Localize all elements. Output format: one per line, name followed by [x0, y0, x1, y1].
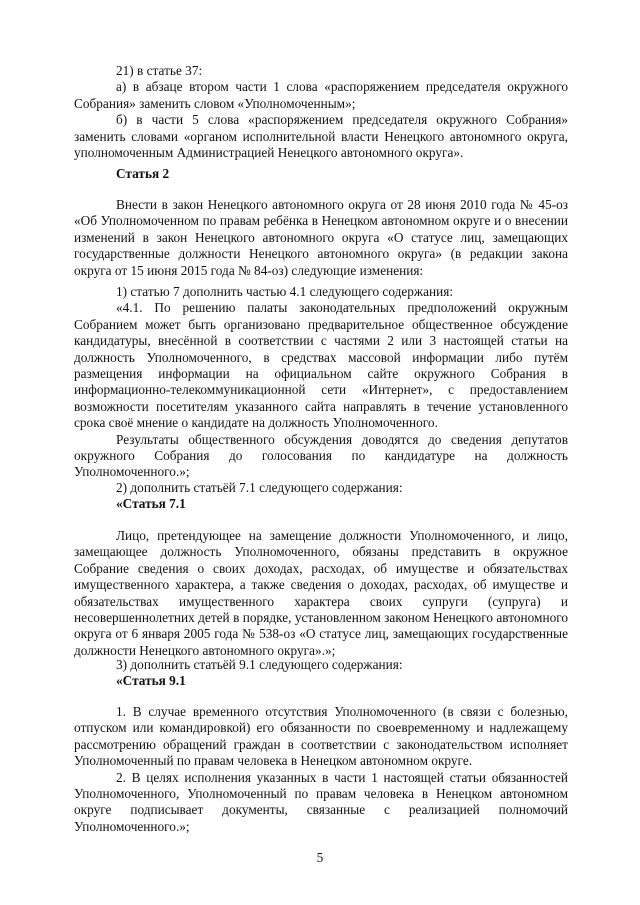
article-2-intro: Внести в закон Ненецкого автономного округа от 28 июня 2010 года № 45-оз «Об Уполномоченном по правам ребёнка в Ненецком автономном округе и о внесении изменений в закон Ненецкого автономного округа «О статусе лиц, замещающих государственные должности Ненецкого автономного округа» (в редакции закона округа от 15 июня 2015 года № 84-оз) следующие изменения:	[74, 197, 568, 278]
article-9-1-part-1: 1. В случае временного отсутствия Уполномоченного (в связи с болезнью, отпуском или командировкой) его обязанности по своевременному и надлежащему рассмотрению обращений граждан в соответствии с законодательством исполняет Уполномоченный по правам человека в Ненецком автономном округе.	[74, 704, 568, 769]
article-2-heading-block	[74, 166, 568, 182]
article-2-intro-block	[74, 197, 568, 279]
article-2-heading: Статья 2	[116, 166, 170, 181]
article-9-1-part-2: 2. В целях исполнения указанных в части 1 настоящей статьи обязанностей Уполномоченного, Уполномоченный по правам человека в Ненецком автономном округе подписывает документы, связанные с реализацией полномочий Уполномоченного.»;	[74, 769, 568, 834]
page-number: 5	[316, 850, 324, 865]
item-1-paragraph-1: «4.1. По решению палаты законодательных предположений окружным Собранием может быть организовано предварительное общественное обсуждение кандидатуры, внесённой в соответствии с частями 2 или 3 настоящей статьи на должность Уполномоченного, в средствах массовой информации либо путём размещения информации на официальном сайте окружного Собрания в информационно-телекоммуникационной сети «Интернет», с предоставлением возможности посетителям указанного сайта направлять в течение установленного срока своё мнение о кандидате на должность Уполномоченного.	[74, 300, 568, 431]
item-2-block	[74, 480, 568, 513]
item-3-lead: 3) дополнить статьёй 9.1 следующего содержания:	[116, 657, 403, 672]
item-1-block	[74, 284, 568, 481]
article-7-1-block	[74, 528, 568, 659]
item-1-lead: 1) статью 7 дополнить частью 4.1 следующего содержания:	[116, 284, 454, 299]
article37-amendments	[74, 63, 568, 161]
item-21-b: б) в части 5 слова «распоряжением председателя окружного Собрания» заменить словами «органом исполнительной власти Ненецкого автономного округа, уполномоченным Администрацией Ненецкого автономного округа».	[74, 112, 568, 161]
item-21: 21) в статье 37:	[116, 63, 203, 78]
item-2-lead: 2) дополнить статьёй 7.1 следующего содержания:	[116, 480, 403, 495]
item-1-paragraph-2: Результаты общественного обсуждения доводятся до сведения депутатов окружного Собрания до голосования по кандидатуре на должность Уполномоченного.»;	[74, 431, 568, 480]
article-9-1-heading: «Статья 9.1	[116, 673, 186, 689]
item-3-block	[74, 657, 568, 690]
article-9-1-block	[74, 704, 568, 835]
item-21-a: а) в абзаце втором части 1 слова «распоряжением председателя окружного Собрания» заменить словом «Уполномоченным»;	[74, 79, 568, 111]
article-7-1-heading: «Статья 7.1	[116, 496, 186, 512]
article-7-1-text: Лицо, претендующее на замещение должности Уполномоченного, и лицо, замещающее должность Уполномоченного, обязаны представить в окружное Собрание сведения о своих доходах, расходах, об имуществе и обязательствах имущественного характера, а также сведения о доходах, расходах, об имуществе и обязательствах имущественного характера своих супруги (супруга) и несовершеннолетних детей в порядке, установленном законом Ненецкого автономного округа от 6 января 2005 года № 538-оз «О статусе лиц, замещающих государственные должности Ненецкого автономного округа».»;	[74, 528, 568, 658]
